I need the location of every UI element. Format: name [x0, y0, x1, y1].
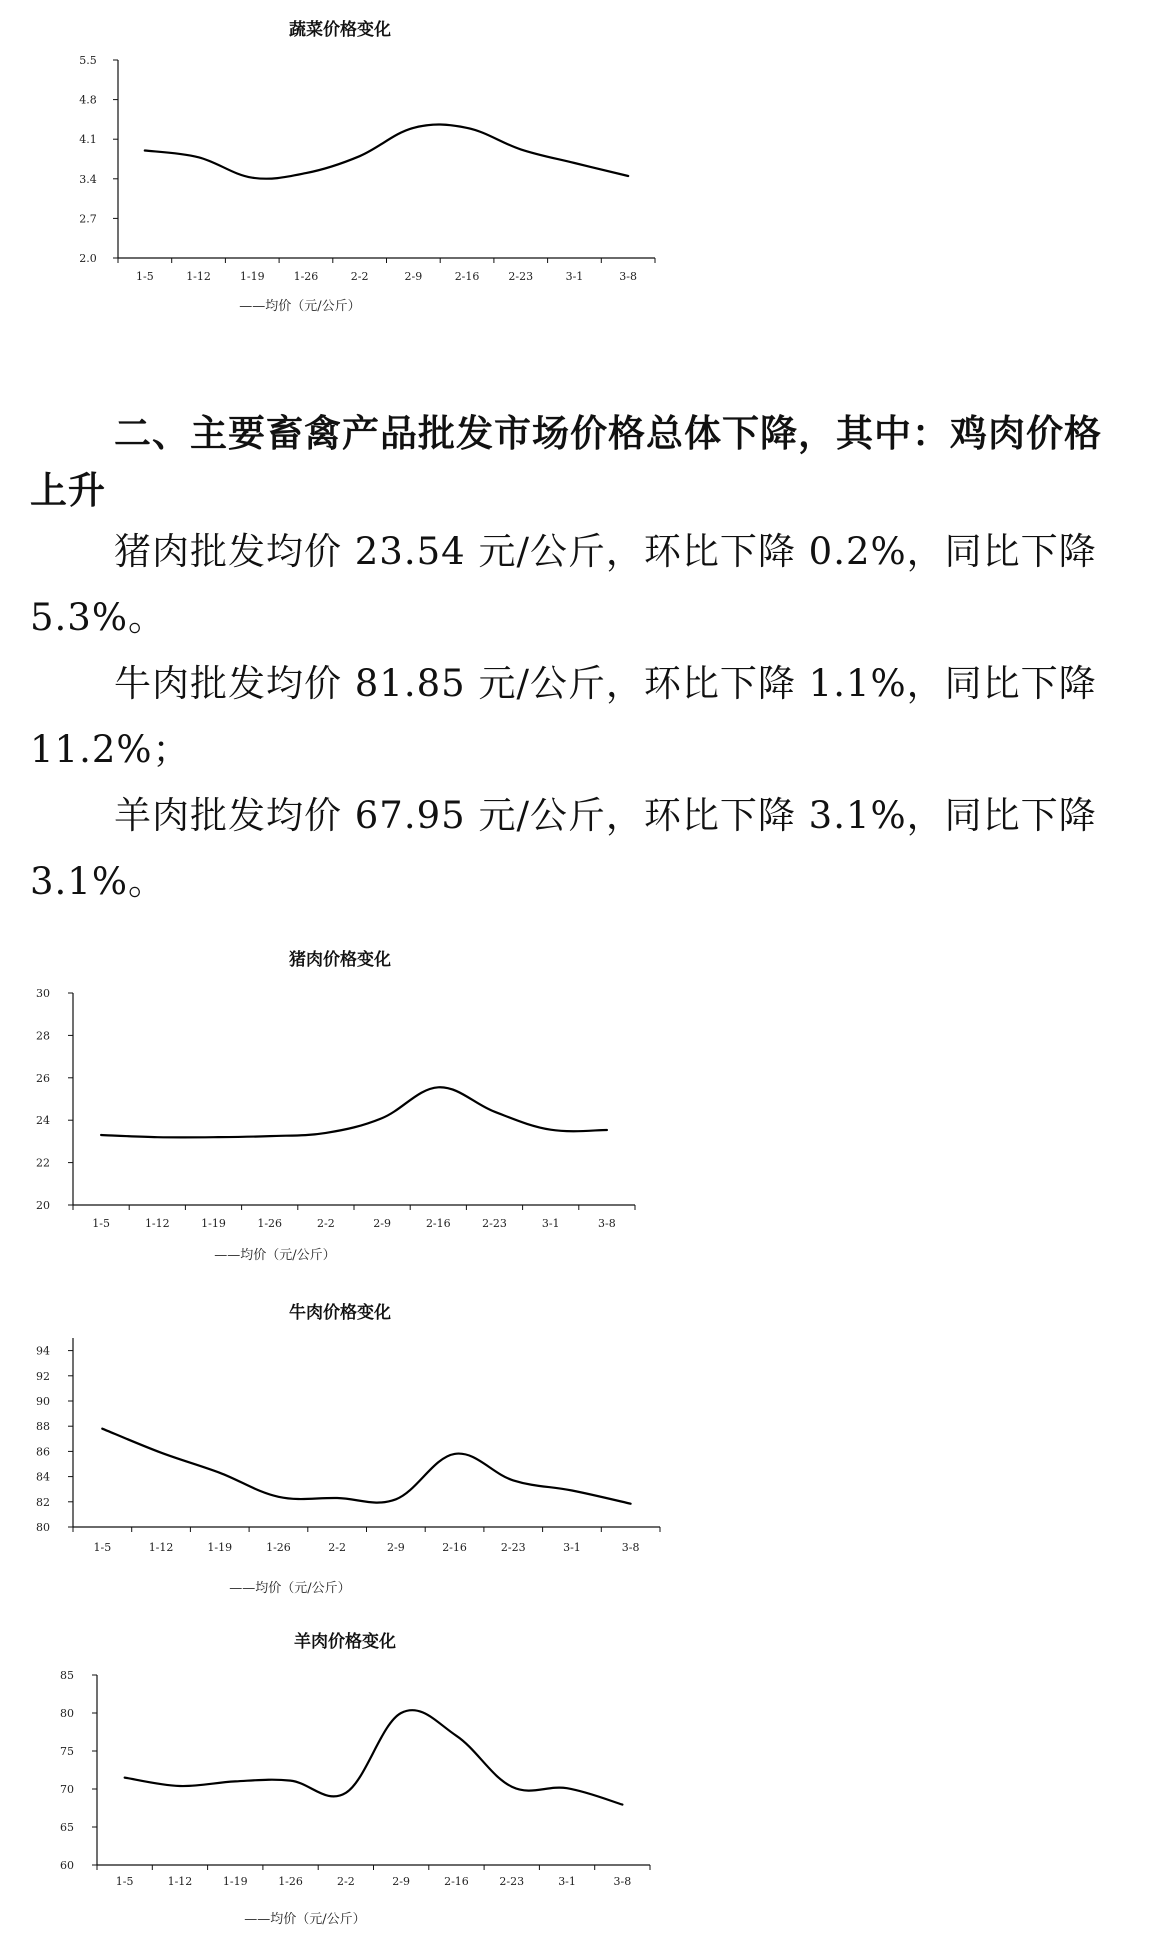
x-tick-label: 2-16: [425, 1217, 451, 1230]
y-tick-label: 28: [36, 1029, 50, 1043]
x-tick-label: 3-8: [619, 270, 638, 283]
x-tick-label: 2-16: [444, 1875, 469, 1888]
x-tick-label: 2-9: [386, 1541, 405, 1554]
y-tick-label: 65: [60, 1821, 74, 1834]
y-tick-label: 88: [36, 1420, 50, 1434]
y-tick-label: 2.7: [79, 212, 97, 226]
pork-price-chart: [0, 935, 700, 1275]
chart-title: 羊肉价格变化: [294, 1632, 396, 1652]
x-tick-label: 1-26: [278, 1875, 303, 1888]
x-tick-label: 2-23: [499, 1875, 525, 1888]
x-tick-label: 2-23: [482, 1217, 507, 1230]
x-tick-label: 1-12: [148, 1541, 174, 1554]
y-tick-label: 86: [36, 1445, 50, 1459]
x-tick-label: 2-2: [317, 1217, 335, 1230]
y-tick-label: 2.0: [79, 252, 97, 265]
x-tick-label: 1-26: [266, 1541, 291, 1554]
x-tick-label: 1-5: [115, 1875, 134, 1888]
section-heading: 二、主要畜禽产品批发市场价格总体下降，其中：鸡肉价格上升: [30, 412, 1102, 512]
x-tick-label: 2-2: [350, 270, 369, 283]
x-tick-label: 3-8: [613, 1875, 632, 1888]
y-tick-label: 24: [36, 1114, 50, 1128]
chart-legend: ——均价（元/公斤）: [244, 1912, 366, 1927]
x-tick-label: 3-1: [563, 1541, 581, 1554]
y-tick-label: 4.1: [79, 133, 97, 147]
chart-title: 牛肉价格变化: [289, 1303, 391, 1323]
chart-legend: ——均价（元/公斤）: [214, 1248, 336, 1263]
y-tick-label: 3.4: [79, 172, 97, 186]
x-tick-label: 3-1: [541, 1217, 560, 1230]
x-tick-label: 1-12: [186, 270, 211, 283]
x-tick-label: 2-23: [508, 270, 534, 283]
y-tick-label: 80: [60, 1707, 74, 1720]
chart-title: 蔬菜价格变化: [289, 20, 391, 40]
pork-paragraph: 猪肉批发均价 23.54 元/公斤，环比下降 0.2%，同比下降 5.3%。: [30, 530, 1097, 639]
series-line-0: [101, 1087, 607, 1137]
x-tick-label: 3-1: [565, 270, 584, 283]
x-tick-label: 1-19: [207, 1541, 233, 1554]
chart-title: 猪肉价格变化: [289, 950, 391, 970]
x-tick-label: 1-19: [222, 1875, 248, 1888]
y-tick-label: 5.5: [79, 54, 97, 67]
x-tick-label: 1-12: [167, 1875, 193, 1888]
x-tick-label: 3-1: [558, 1875, 576, 1888]
x-tick-label: 1-19: [239, 270, 265, 283]
pork-chart-svg: [0, 935, 700, 1275]
x-tick-label: 1-5: [93, 1541, 112, 1554]
x-tick-label: 2-23: [500, 1541, 526, 1554]
y-tick-label: 20: [36, 1199, 50, 1212]
beef-chart-svg: [0, 1290, 700, 1610]
vegetable-price-chart: [0, 0, 700, 330]
y-tick-label: 80: [36, 1521, 50, 1534]
y-tick-label: 60: [60, 1859, 74, 1872]
series-line-0: [145, 125, 628, 179]
chart-legend: ——均价（元/公斤）: [229, 1581, 351, 1596]
x-tick-label: 2-9: [373, 1217, 391, 1230]
livestock-section: [0, 405, 1160, 915]
vegetable-chart-svg: [0, 0, 700, 330]
y-tick-label: 22: [36, 1156, 50, 1170]
mutton-paragraph: 羊肉批发均价 67.95 元/公斤，环比下降 3.1%，同比下降 3.1%。: [30, 794, 1097, 903]
y-tick-label: 94: [36, 1344, 50, 1358]
series-line-0: [102, 1429, 630, 1504]
y-tick-label: 84: [36, 1470, 50, 1484]
x-tick-label: 2-2: [328, 1541, 347, 1554]
beef-price-chart: [0, 1290, 700, 1610]
x-tick-label: 2-2: [336, 1875, 355, 1888]
x-tick-label: 1-26: [257, 1217, 283, 1230]
x-tick-label: 1-26: [293, 270, 319, 283]
x-tick-label: 3-8: [598, 1217, 616, 1230]
x-tick-label: 1-5: [92, 1217, 110, 1230]
mutton-chart-svg: [0, 1615, 700, 1943]
mutton-price-chart: [0, 1615, 700, 1943]
y-tick-label: 4.8: [79, 93, 97, 107]
x-tick-label: 2-16: [442, 1541, 467, 1554]
beef-paragraph: 牛肉批发均价 81.85 元/公斤，环比下降 1.1%，同比下降 11.2%；: [30, 662, 1097, 771]
x-tick-label: 2-16: [454, 270, 480, 283]
chart-legend: ——均价（元/公斤）: [239, 299, 361, 314]
y-tick-label: 85: [60, 1669, 74, 1682]
y-tick-label: 75: [60, 1745, 74, 1758]
x-tick-label: 1-5: [135, 270, 154, 283]
y-tick-label: 30: [36, 987, 50, 1000]
x-tick-label: 1-19: [201, 1217, 226, 1230]
x-tick-label: 1-12: [144, 1217, 170, 1230]
y-tick-label: 70: [60, 1783, 74, 1796]
y-tick-label: 90: [36, 1395, 50, 1408]
series-line-0: [125, 1710, 623, 1804]
y-tick-label: 26: [36, 1071, 50, 1085]
x-tick-label: 2-9: [392, 1875, 411, 1888]
y-tick-label: 92: [36, 1369, 50, 1383]
x-tick-label: 2-9: [404, 270, 423, 283]
y-tick-label: 82: [36, 1495, 50, 1509]
x-tick-label: 3-8: [621, 1541, 640, 1554]
